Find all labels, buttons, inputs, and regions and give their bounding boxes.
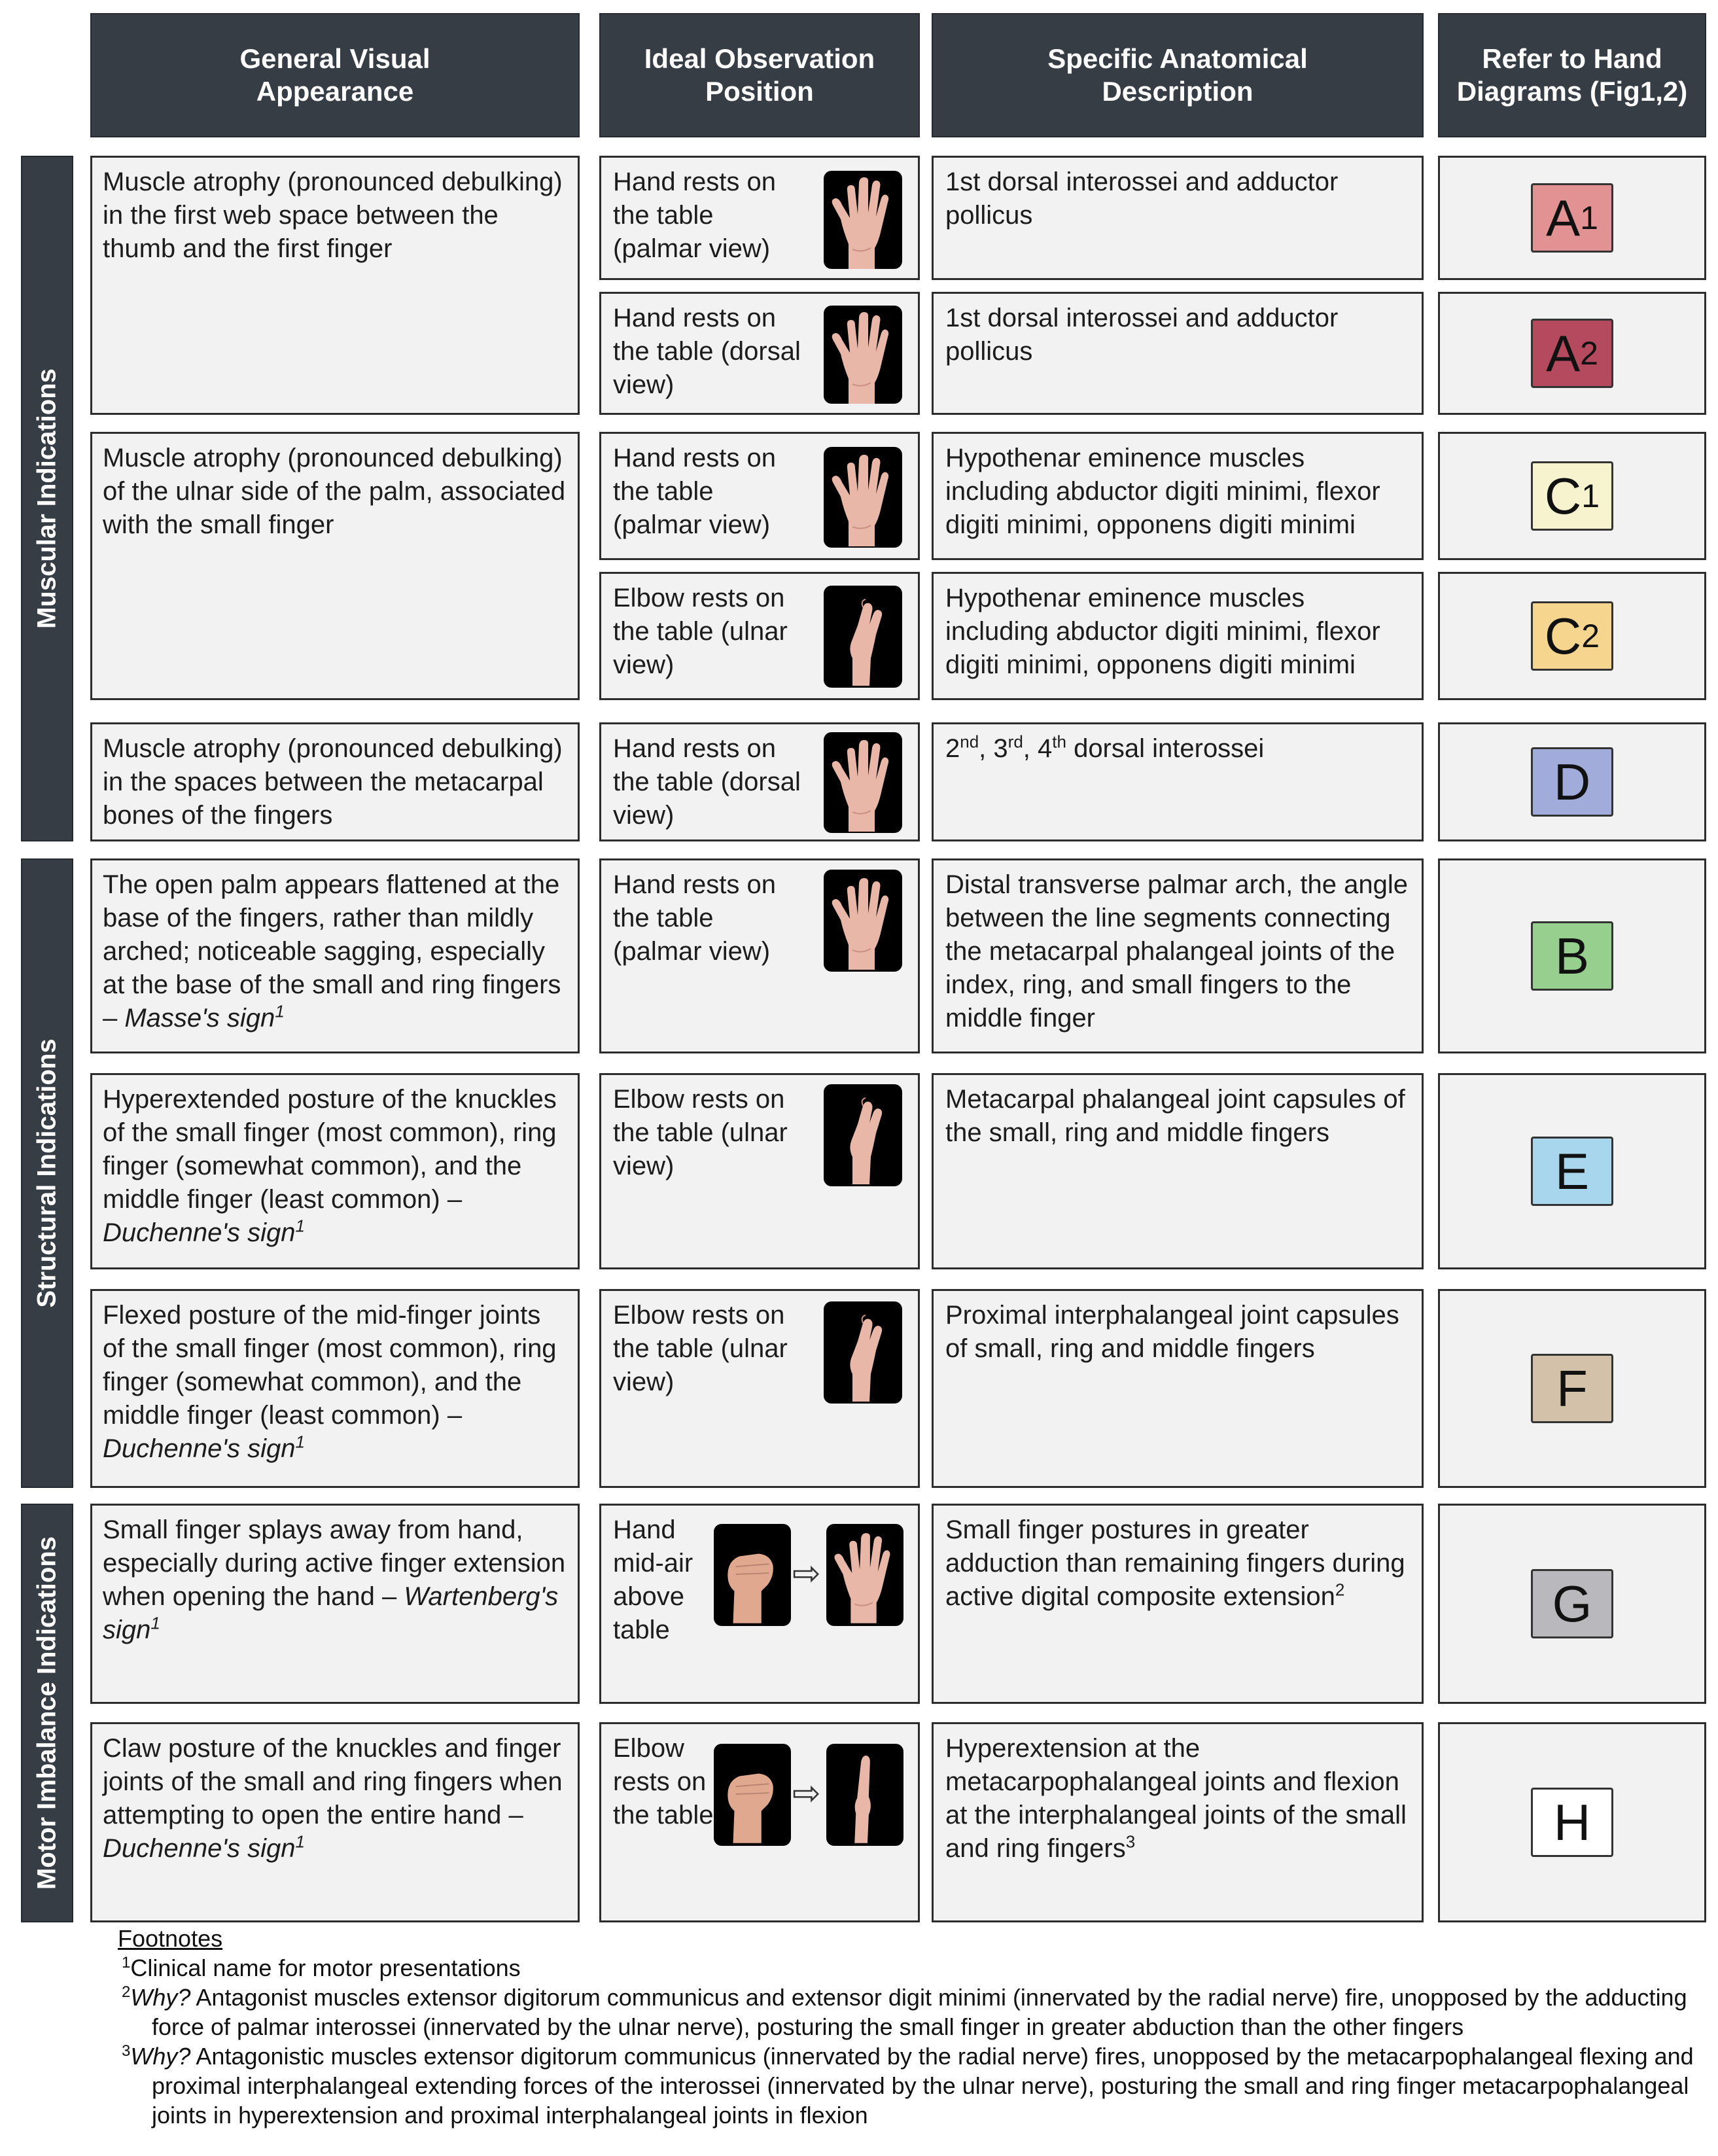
header-specific-anatomical-description: Specific Anatomical Description [932, 13, 1424, 137]
hand-fist-photo [714, 1744, 791, 1846]
code-badge-f: F [1531, 1354, 1613, 1423]
code-badge-c2: C 2 [1531, 601, 1613, 671]
position-text: Hand rests on the table (palmar view) [613, 168, 777, 263]
band-muscular-indications [21, 156, 73, 841]
position-text: Hand rests on the table (palmar view) [613, 444, 777, 539]
code-badge-a1: A 1 [1531, 183, 1613, 253]
anatomy-a1 [932, 156, 1424, 280]
hand-point-photo [826, 1744, 903, 1846]
position-e [599, 1073, 920, 1269]
band-motor-imbalance-indications [21, 1504, 73, 1922]
diagram-ref-c2 [1438, 572, 1706, 700]
appearance-metacarpal-space-atrophy [90, 722, 580, 841]
anatomy-e [932, 1073, 1424, 1269]
anatomy-c2 [932, 572, 1424, 700]
position-h [599, 1722, 920, 1922]
code-badge-e: E [1531, 1137, 1613, 1206]
sign-name: Wartenberg's sign [103, 1582, 559, 1644]
anatomy-text: Hypothenar eminence muscles including abductor digiti minimi, flexor digiti minimi, opponens digiti minimi [945, 444, 1380, 539]
anatomy-g: Small finger postures in greater adduction than remaining fingers during active digital composite extension$^2$ [932, 1504, 1424, 1704]
diagram-ref-a1 [1438, 156, 1706, 280]
hand-dorsal-photo [824, 306, 902, 404]
header-ideal-observation-position: Ideal Observation Position [599, 13, 920, 137]
footnotes [118, 1924, 1701, 2130]
hand-ulnar-photo [824, 586, 902, 688]
code-badge-c1: C 1 [1531, 461, 1613, 531]
anatomy-text: Proximal interphalangeal joint capsules of small, ring and middle fingers [945, 1301, 1399, 1363]
anatomy-text: Distal transverse palmar arch, the angle between the line segments connecting the metacarpal phalangeal joints of the index, ring, and small fingers to the middle finger [945, 870, 1408, 1033]
footnote-2: $^2$Why? Antagonist muscles extensor digitorum communicus and extensor digit minimi (innervated by the radial nerve) fire, unopposed by the adducting force of palmar interossei (innervated by the ulnar nerve), posturing the small finger in greater abduction than the other fingers [122, 1983, 1687, 2040]
band-label: Structural Indications [32, 1038, 61, 1308]
appearance-claw-posture: Claw posture of the knuckles and finger joints of the small and ring fingers when attempting to open the entire hand – Duchenne's sign$^1$ [90, 1722, 580, 1922]
anatomy-d: 2nd, 3rd, 4th dorsal interossei [932, 722, 1424, 841]
anatomy-h: Hyperextension at the metacarpophalangeal joints and flexion at the interphalangeal joints of the small and ring fingers$^3$ [932, 1722, 1424, 1922]
position-c2 [599, 572, 920, 700]
appearance-flexed-mid-finger: Flexed posture of the mid-finger joints of the small finger (most common), ring finger (somewhat common), and the middle finger (least common) – Duchenne's sign$^1$ [90, 1289, 580, 1488]
appearance-hyperextended-knuckles: Hyperextended posture of the knuckles of the small finger (most common), ring finger (somewhat common), and the middle finger (least common) – Duchenne's sign$^1$ [90, 1073, 580, 1269]
position-text: Elbow rests on the table [613, 1734, 714, 1829]
position-a1 [599, 156, 920, 280]
hand-fist-photo [714, 1524, 791, 1626]
code-badge-b: B [1531, 921, 1613, 991]
code-badge-h: H [1531, 1788, 1613, 1857]
appearance-small-finger-splay: Small finger splays away from hand, especially during active finger extension when opening the hand – Wartenberg's sign$^1$ [90, 1504, 580, 1704]
anatomy-b [932, 858, 1424, 1053]
diagram-ref-b [1438, 858, 1706, 1053]
diagram-ref-e [1438, 1073, 1706, 1269]
hand-palmar-photo [824, 171, 902, 269]
diagram-ref-d [1438, 722, 1706, 841]
footnote-3: $^3$Why? Antagonistic muscles extensor digitorum communicus (innervated by the radial nerve) fires, unopposed by the metacarpophalangeal flexing and proximal interphalangeal extending forces of the interossei (innervated by the ulnar nerve), posturing the small and ring finger metacarpophalangeal joints in hyperextension and proximal interphalangeal joints in flexion [122, 2042, 1694, 2129]
position-f [599, 1289, 920, 1488]
code-badge-d: D [1531, 747, 1613, 817]
hand-dorsal-photo [824, 732, 902, 833]
diagram-ref-h [1438, 1722, 1706, 1922]
position-c1 [599, 432, 920, 560]
footnotes-title: Footnotes [118, 1925, 223, 1952]
appearance-ulnar-palm-atrophy [90, 432, 580, 700]
anatomy-text: 1st dorsal interossei and adductor pollicus [945, 304, 1339, 366]
position-b [599, 858, 920, 1053]
band-structural-indications [21, 858, 73, 1488]
arrow-right-icon: ⇨ [792, 1555, 821, 1593]
sign-name: Duchenne's sign [103, 1434, 296, 1463]
position-g [599, 1504, 920, 1704]
appearance-text: Muscle atrophy (pronounced debulking) of the ulnar side of the palm, associated with the small finger [103, 444, 566, 539]
appearance-text: Muscle atrophy (pronounced debulking) in the first web space between the thumb and the first finger [103, 168, 563, 263]
appearance-text: Muscle atrophy (pronounced debulking) in the spaces between the metacarpal bones of the fingers [103, 734, 563, 830]
footnote-1: $^1$Clinical name for motor presentations [122, 1954, 521, 1981]
anatomy-text: 1st dorsal interossei and adductor pollicus [945, 168, 1339, 230]
position-text: Elbow rests on the table (ulnar view) [613, 1085, 788, 1180]
code-badge-a2: A 2 [1531, 319, 1613, 388]
position-text: Hand rests on the table (palmar view) [613, 870, 777, 966]
anatomy-text: Metacarpal phalangeal joint capsules of the small, ring and middle fingers [945, 1085, 1405, 1147]
sign-name: Masse's sign [124, 1004, 275, 1033]
anatomy-a2 [932, 292, 1424, 415]
position-d [599, 722, 920, 841]
diagram-ref-f [1438, 1289, 1706, 1488]
hand-ulnar-photo [824, 1084, 902, 1186]
arrow-right-icon: ⇨ [792, 1775, 821, 1812]
appearance-first-web-space-atrophy [90, 156, 580, 415]
diagram-ref-a2 [1438, 292, 1706, 415]
hand-open-photo [826, 1524, 903, 1626]
header-general-visual-appearance: General Visual Appearance [90, 13, 580, 137]
sign-name: Duchenne's sign [103, 1218, 296, 1247]
band-label: Muscular Indications [32, 368, 61, 629]
appearance-flattened-palm: The open palm appears flattened at the base of the fingers, rather than mildly arched; noticeable sagging, especially at the base of the small and ring fingers – Masse's sign$^1$ [90, 858, 580, 1053]
hand-palmar-photo [824, 870, 902, 972]
hand-palmar-photo [824, 447, 902, 548]
anatomy-f [932, 1289, 1424, 1488]
anatomy-c1 [932, 432, 1424, 560]
header-refer-to-hand-diagrams: Refer to Hand Diagrams (Fig1,2) [1438, 13, 1706, 137]
position-text: Elbow rests on the table (ulnar view) [613, 584, 788, 679]
position-text: Hand mid-air above table [613, 1515, 693, 1644]
position-text: Hand rests on the table (dorsal view) [613, 734, 801, 830]
position-text: Hand rests on the table (dorsal view) [613, 304, 801, 399]
anatomy-text: Hypothenar eminence muscles including abductor digiti minimi, flexor digiti minimi, opponens digiti minimi [945, 584, 1380, 679]
band-label: Motor Imbalance Indications [32, 1536, 61, 1890]
diagram-ref-g [1438, 1504, 1706, 1704]
sign-name: Duchenne's sign [103, 1834, 296, 1863]
hand-ulnar-photo [824, 1301, 902, 1404]
position-text: Elbow rests on the table (ulnar view) [613, 1301, 788, 1396]
diagram-ref-c1 [1438, 432, 1706, 560]
code-badge-g: G [1531, 1569, 1613, 1638]
position-a2 [599, 292, 920, 415]
